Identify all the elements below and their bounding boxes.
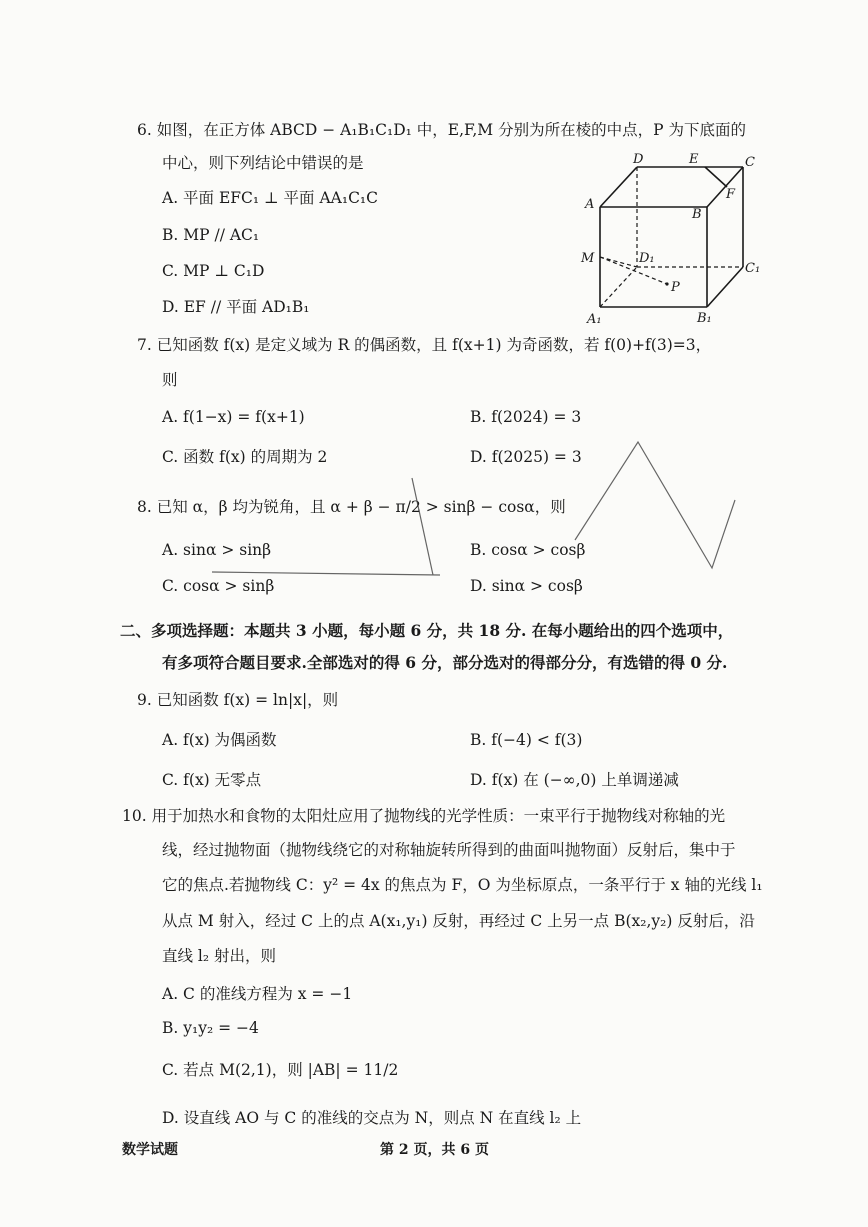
q8-stem-line1: 8. 已知 α，β 均为锐角，且 α + β − π/2 > sinβ − cosα，则	[137, 498, 566, 516]
label-b: B	[692, 207, 702, 222]
label-m: M	[581, 251, 595, 266]
edge-ef	[705, 167, 727, 187]
pen-mark-triangle	[575, 442, 735, 568]
label-f: F	[726, 187, 736, 202]
footer-subject: 数学试题	[122, 1142, 178, 1158]
q10-option-b: B. y₁y₂ = −4	[162, 1019, 259, 1037]
q6-option-d: D. EF // 平面 AD₁B₁	[162, 298, 310, 316]
q9-stem-line1: 9. 已知函数 f(x) = ln|x|，则	[137, 691, 339, 709]
pen-mark-slash	[412, 478, 433, 575]
q10-stem-line2: 线，经过抛物面（抛物线绕它的对称轴旋转所得到的曲面叫抛物面）反射后，集中于	[162, 841, 736, 859]
q6-option-c: C. MP ⊥ C₁D	[162, 262, 265, 280]
q6-stem-line2: 中心，则下列结论中错误的是	[162, 154, 364, 172]
q8-option-b: B. cosα > cosβ	[470, 541, 586, 559]
section2-heading-line1: 二、多项选择题：本题共 3 小题，每小题 6 分，共 18 分. 在每小题给出的四个选项中，	[120, 621, 734, 640]
point-p	[665, 282, 668, 285]
footer-page-number: 第 2 页，共 6 页	[380, 1142, 489, 1158]
q9-option-d: D. f(x) 在 (−∞,0) 上单调递减	[470, 771, 679, 789]
segment-mp	[600, 257, 667, 284]
q7-option-d: D. f(2025) = 3	[470, 448, 582, 466]
label-a1: A₁	[587, 312, 602, 327]
q6-option-b: B. MP // AC₁	[162, 226, 260, 244]
label-b1: B₁	[697, 311, 712, 326]
label-e: E	[689, 152, 699, 167]
pen-mark-underline	[212, 572, 440, 575]
label-c: C	[745, 155, 755, 170]
q10-stem-line3: 它的焦点.若抛物线 C：y² = 4x 的焦点为 F，O 为坐标原点，一条平行于 x 轴的光线 l₁	[162, 876, 763, 894]
segment-md1	[600, 257, 637, 267]
q10-option-d: D. 设直线 AO 与 C 的准线的交点为 N，则点 N 在直线 l₂ 上	[162, 1109, 582, 1127]
q9-option-a: A. f(x) 为偶函数	[162, 731, 277, 749]
q10-stem-line1: 10. 用于加热水和食物的太阳灶应用了抛物线的光学性质：一束平行于抛物线对称轴的光	[122, 807, 726, 825]
q10-option-a: A. C 的准线方程为 x = −1	[162, 985, 353, 1003]
label-p: P	[671, 280, 680, 295]
q6-option-a: A. 平面 EFC₁ ⊥ 平面 AA₁C₁C	[162, 189, 379, 207]
q8-option-a: A. sinα > sinβ	[162, 541, 272, 559]
q6-stem-line1: 6. 如图，在正方体 ABCD − A₁B₁C₁D₁ 中，E,F,M 分别为所在棱的中点，P 为下底面的	[137, 121, 746, 139]
q10-stem-line5: 直线 l₂ 射出，则	[162, 947, 277, 965]
q7-stem-line2: 则	[162, 371, 178, 389]
label-d: D	[633, 152, 644, 167]
label-a: A	[585, 197, 595, 212]
q10-stem-line4: 从点 M 射入，经过 C 上的点 A(x₁,y₁) 反射，再经过 C 上另一点 B(x₂,y₂) 反射后，沿	[162, 912, 755, 930]
q7-option-c: C. 函数 f(x) 的周期为 2	[162, 448, 328, 466]
label-c1: C₁	[745, 261, 761, 276]
q8-option-c: C. cosα > sinβ	[162, 577, 275, 595]
q7-stem-line1: 7. 已知函数 f(x) 是定义域为 R 的偶函数，且 f(x+1) 为奇函数，若 f(0)+f(3)=3，	[137, 336, 712, 354]
cube-figure	[575, 150, 775, 330]
edge-b1c1	[707, 267, 743, 307]
q7-option-a: A. f(1−x) = f(x+1)	[162, 408, 305, 426]
q9-option-c: C. f(x) 无零点	[162, 771, 262, 789]
edge-a1d1-hidden	[600, 267, 637, 307]
q9-option-b: B. f(−4) < f(3)	[470, 731, 583, 749]
label-d1: D₁	[639, 251, 655, 266]
q10-option-c: C. 若点 M(2,1)，则 |AB| = 11/2	[162, 1061, 399, 1079]
q8-option-d: D. sinα > cosβ	[470, 577, 583, 595]
q7-option-b: B. f(2024) = 3	[470, 408, 582, 426]
edge-ad	[600, 167, 637, 207]
section2-heading-line2: 有多项符合题目要求.全部选对的得 6 分，部分选对的得部分分，有选错的得 0 分.	[162, 653, 728, 672]
